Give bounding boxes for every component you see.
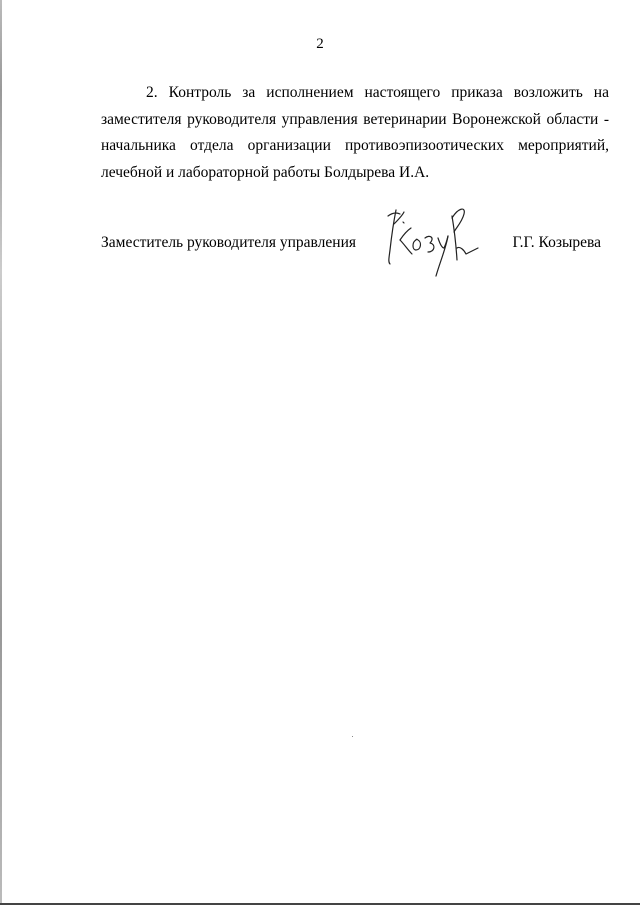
signatory-name: Г.Г. Козырева bbox=[512, 234, 601, 251]
paragraph-line: начальника отдела организации противоэпизоотических мероприятий, bbox=[101, 137, 609, 154]
signatory-position: Заместитель руководителя управления bbox=[101, 234, 357, 251]
paragraph-line: лечебной и лабораторной работы Болдырева И.А. bbox=[101, 163, 430, 181]
page-number: 2 bbox=[316, 36, 324, 52]
paragraph-line: заместителя руководителя управления ветеринарии Воронежской области - bbox=[101, 110, 609, 128]
handwritten-signature bbox=[378, 200, 488, 280]
paragraph-line: 2. Контроль за исполнением настоящего приказа возложить на bbox=[146, 84, 609, 101]
scan-edge-left bbox=[0, 0, 2, 905]
order-paragraph bbox=[101, 80, 609, 186]
scan-speck bbox=[352, 736, 353, 737]
